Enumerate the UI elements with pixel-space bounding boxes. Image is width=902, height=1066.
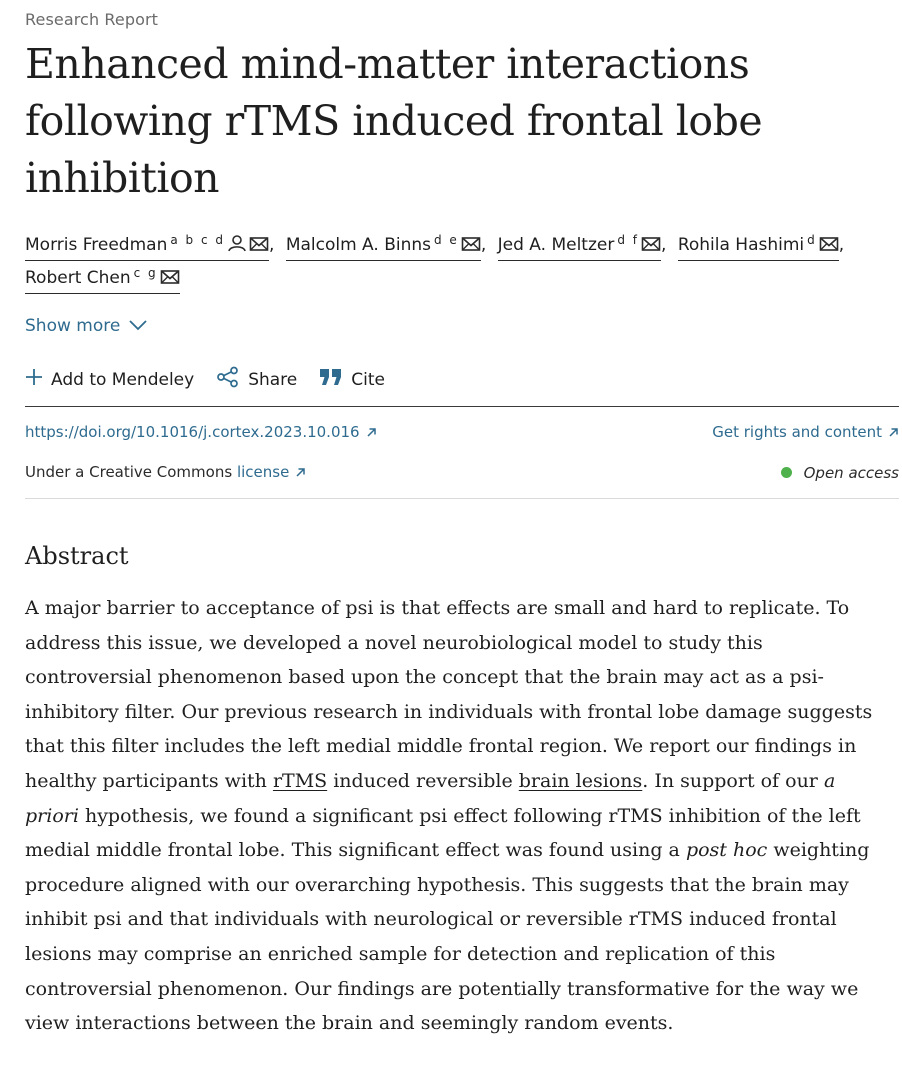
- open-access-dot-icon: [781, 467, 792, 478]
- cite-button[interactable]: [319, 368, 385, 391]
- article-title: Enhanced mind-matter interactions following rTMS induced frontal lobe inhibition: [25, 40, 763, 202]
- article-type: Research Report: [25, 10, 159, 29]
- author-affiliations: c g: [133, 266, 158, 280]
- abstract-segment: A major barrier to acceptance of psi is that effects are small and hard to replicate. To address this issue, we developed a novel neurobiological model to study this controversial phenomenon based upon the concept that the brain may act as a psi-inhibitory filter. Our previous research in individuals with frontal lobe damage suggests that this filter includes the left medial middle frontal region. We report our findings in healthy participants with: [25, 597, 873, 792]
- abstract-segment: . In support of our: [642, 769, 824, 792]
- add-to-mendeley-label: Add to Mendeley: [51, 369, 195, 390]
- abstract-text: [25, 591, 893, 1041]
- plus-icon: [25, 368, 51, 391]
- author-affiliations: a b c d: [170, 233, 225, 247]
- author-name: Malcolm A. Binns: [285, 235, 431, 255]
- author-morris-freedman[interactable]: [25, 228, 269, 261]
- email-icon: [461, 235, 481, 259]
- article-actions: [25, 366, 407, 393]
- license-row: [25, 463, 899, 482]
- divider: [25, 406, 899, 407]
- person-icon: [227, 234, 247, 259]
- author-list: Morris Freedman $^{a b c d}$ , Malcolm A. Binns $^{d e}$ , Jed A. Meltzer $^{d f}$ , Rohila Hashimi $^d$ , Robert Chen $^{c g}$: [25, 228, 902, 294]
- brain-lesions-link[interactable]: brain lesions: [518, 769, 643, 792]
- author-name: Morris Freedman: [25, 235, 168, 255]
- divider: [25, 498, 899, 499]
- get-rights-text: Get rights and content: [712, 423, 882, 441]
- abstract-segment: hypothesis, we found a significant psi effect following rTMS inhibition of the left medial middle frontal lobe. This significant effect was found using a: [25, 804, 861, 862]
- external-link-icon: [888, 424, 899, 442]
- author-name: Rohila Hashimi: [677, 235, 805, 255]
- open-access-label: Open access: [803, 463, 899, 482]
- abstract-heading: Abstract: [25, 542, 129, 570]
- quote-icon: [319, 368, 351, 391]
- chevron-down-icon: [128, 316, 148, 336]
- author-rohila-hashimi[interactable]: [678, 228, 839, 261]
- external-link-icon: [295, 464, 306, 482]
- license-link-text: license: [236, 463, 290, 481]
- abstract-emphasis: a priori: [25, 769, 836, 827]
- author-malcolm-binns[interactable]: [286, 228, 481, 261]
- author-affiliations: d e: [434, 233, 459, 247]
- get-rights-link[interactable]: [712, 423, 899, 442]
- show-more-label: Show more: [25, 316, 121, 336]
- email-icon: [641, 235, 661, 259]
- license-prefix: Under a Creative Commons: [25, 463, 233, 481]
- show-more-button[interactable]: [25, 316, 148, 336]
- license-link[interactable]: [237, 463, 306, 481]
- author-jed-meltzer[interactable]: [498, 228, 661, 261]
- doi-text: https://doi.org/10.1016/j.cortex.2023.10.016: [25, 423, 360, 441]
- rtms-link[interactable]: rTMS: [272, 769, 328, 792]
- email-icon: [249, 235, 269, 259]
- doi-row: [25, 423, 899, 442]
- share-label: Share: [248, 369, 298, 390]
- email-icon: [819, 235, 839, 259]
- license-statement: [25, 463, 306, 482]
- email-icon: [160, 268, 180, 292]
- share-button[interactable]: [216, 366, 297, 393]
- doi-link[interactable]: [25, 423, 377, 442]
- open-access-badge: [781, 463, 899, 482]
- cite-label: Cite: [351, 369, 385, 390]
- author-robert-chen[interactable]: [25, 261, 180, 294]
- author-affiliations: d: [807, 233, 817, 247]
- share-icon: [216, 366, 248, 393]
- add-to-mendeley-button[interactable]: [25, 368, 194, 391]
- external-link-icon: [366, 424, 377, 442]
- author-affiliations: d f: [617, 233, 639, 247]
- author-name: Robert Chen: [25, 268, 131, 288]
- abstract-segment: weighting procedure aligned with our overarching hypothesis. This suggests that the brain may inhibit psi and that individuals with neurological or reversible rTMS induced frontal lesions may comprise an enriched sample for detection and replication of this controversial phenomenon. Our findings are potentially transformative for the way we view interactions between the brain and seemingly random events.: [25, 839, 870, 1035]
- abstract-segment: induced reversible: [327, 769, 519, 792]
- author-name: Jed A. Meltzer: [497, 235, 615, 255]
- abstract-emphasis: post hoc: [685, 839, 768, 862]
